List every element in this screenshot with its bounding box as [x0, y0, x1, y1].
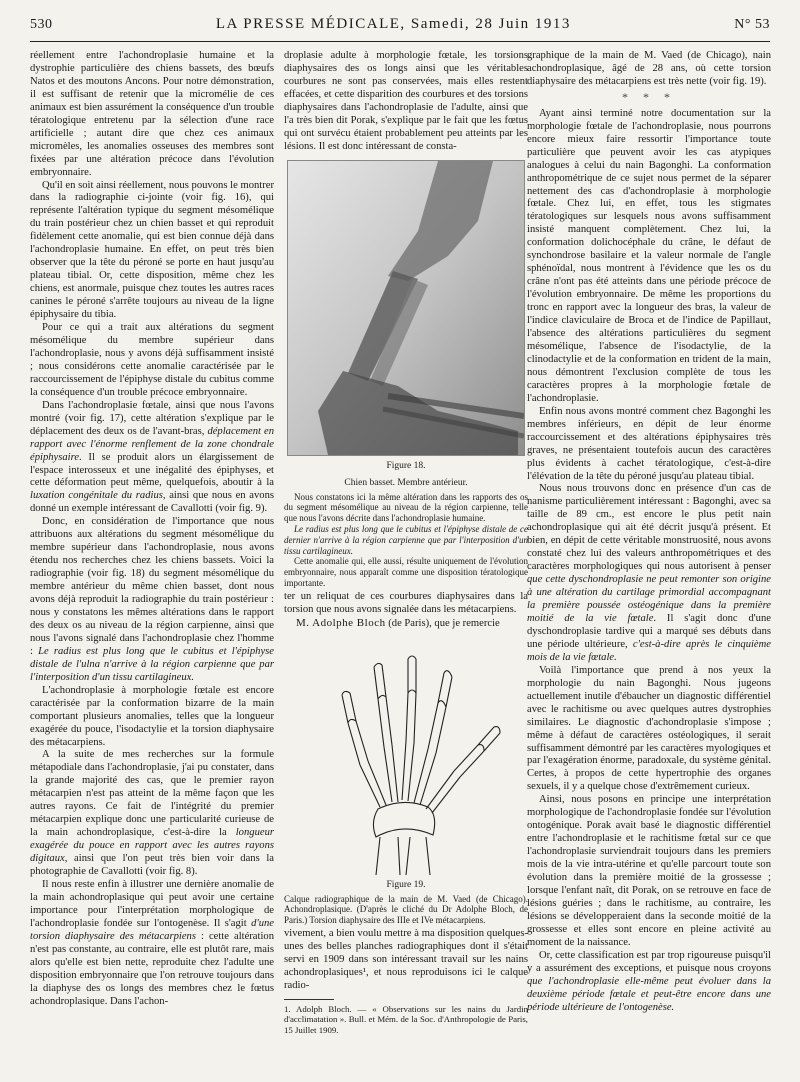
text-run: . Il s'agit donc d'une dyschondroplasie tardive qui a marqué ses débuts dans une période ultérieure,	[527, 612, 771, 650]
paragraph: droplasie adulte à morphologie fœtale, les torsions diaphysaires des os longs ainsi que les véritables courbures ne sont pas conservées, mais elles restent effacées, et cette disparition des courbures et des torsions diaphysaires dans l'achondroplasie de l'adulte, ainsi que l'a très bien dit Porak, s'explique par le fait que les fœtus qui ont survécu étaient probablement peu atteints par les lésions. Il est donc intéressant de consta-	[284, 50, 528, 152]
figure-title: Figure 18.	[386, 460, 426, 471]
legend-line: Nous constatons ici la même altération dans les rapports des os du segment mésomélique au niveau de la région carpienne, telle que nous l'avons décrite dans l'achondroplasie humaine.	[284, 491, 528, 524]
footnote-rule	[284, 999, 334, 1000]
paragraph	[30, 879, 274, 1009]
italic-run: longueur exagérée du pouce en rapport avec les autres rayons digitaux	[30, 827, 274, 865]
paragraph: réellement entre l'achondroplasie humaine et la dystrophie particulière des chiens bassets, des bœufs Natos et des moutons Ancons. Pour notre démonstration, il est suffisant de retenir que la micromélie de ces animaux est bien assurément la conséquence d'un trouble tératologique entretenu par la sélection d'une race artificielle ; autant dire que chez ces animaux micromèles, les anomalies osseuses des membres sont fixées par une altération précoce dans l'évolution embryonnaire.	[30, 50, 274, 178]
paragraph: L'achondroplasie à morphologie fœtale est encore caractérisée par la conformation bizarre de la main comportant plusieurs anomalies, telles que la longueur exagérée du pouce, l'isodactylie et la torsion diaphysaire des métacarpiens.	[30, 684, 274, 748]
section-separator: * * *	[622, 89, 676, 104]
text-run: A la suite de mes recherches sur la formule métapodiale dans l'achondroplasie, j'ai pu constater, dans la grande majorité des cas, que le premier rayon métacarpien n'est pas atteint de la même façon que les autres rayons. Ce fait de l'intégrité du premier métacarpien explique donc une particularité curieuse de la main achondroplasique, c'est-à-dire la	[30, 749, 274, 839]
hand-tracing-drawing	[288, 637, 524, 875]
italic-run: d'une torsion diaphysaire des métacarpiens	[30, 917, 274, 942]
column-middle	[284, 50, 528, 1035]
text-run: : cette altération n'est pas constante, au contraire, elle est plutôt rare, mais alors qu'elle est bien nette, reproduite chez l'adulte une disposition embryonnaire que l'on retrouve toujours dans la diaphyse des os longs des membres chez le fœtus achondroplasique. Dans l'achon-	[30, 930, 274, 1007]
page-header	[30, 16, 770, 38]
column-left	[30, 50, 274, 1009]
text-run: (de Paris), que je remercie	[385, 617, 500, 629]
paragraph: Ayant ainsi terminé notre documentation sur la morphologie fœtale de l'achondroplasie, nous pourrons encore mieux faire ressortir l'importance toute particulière que peuvent avoir les cas atypiques analogues à celui du nain Bagonghi. La conformation anthropométrique de ce sujet nous permet de la séparer nettement des cas d'achondroplasie à morphologie fœtale. Chez lui, en effet, tous les stigmates tératologiques sur lesquels nous avons suffisamment insisté manquent complètement. Chez lui, la conformation dolichocéphale du crâne, le défaut de synchondrose basilaire et la valeur normale de l'angle sphénoïdal, nous montrent à l'évidence que les os du crâne n'ont pas été atteints dans une période précoce de l'évolution embryonnaire. De même les proportions du tronc en rapport avec la longueur des bras, la valeur de l'indice claviculaire de Broca et de l'indice de Papillaut, l'absence des altérations particulières du segment mésomélique, l'absence de l'isodactylie, de la clinodactylie et de la conformation en trident de la main, nous démontrent l'exclusion complète de tous les caractères propres à la morphologie fœtale de l'achondroplasie.	[527, 107, 771, 404]
running-title	[216, 16, 571, 33]
author-name: M. Adolphe Bloch	[296, 616, 386, 629]
journal-name: LA PRESSE MÉDICALE,	[215, 16, 406, 32]
radiograph-drawing	[288, 161, 524, 455]
paragraph: Enfin nous avons montré comment chez Bagonghi les membres inférieurs, en dépit de leur énorme raccourcissement et des altérations épiphysaires très graves, ne présentaient toutefois aucun des caractères plus évidents à cachet tératologique, c'est-à-dire l'élévation de la tête du péroné jusqu'au plateau tibial.	[527, 405, 771, 482]
text-run: , ainsi que l'on peut très bien voir dans la photographie de Cavallotti (voir fig. 8).	[30, 853, 274, 878]
paragraph	[30, 749, 274, 879]
italic-run: que l'achondroplasie elle-même peut évoluer dans la deuxième période fœtale et peut-être encore dans une période ultérieure de l'ontogenèse.	[527, 975, 771, 1013]
italic-run: luxation congénitale du radius	[30, 490, 163, 502]
hand-tracing-image	[288, 637, 524, 875]
paragraph: Pour ce qui a trait aux altérations du segment mésomélique du membre supérieur dans l'achondroplasie, nous y avons déjà suffisamment insisté ; nous considérons cette anomalie caractérisée par le raccourcissement de l'épiphyse distale du cubitus comme la conséquence d'un trouble précoce embryonnaire.	[30, 322, 274, 398]
figure-caption: Chien basset. Membre antérieur.	[344, 477, 468, 488]
figure-caption: Calque radiographique de la main de M. Vaed (de Chicago). Achondroplasique. (D'après le cliché du Dr Adolphe Bloch, de Paris.) Torsion diaphysaire des IIIe et IVe métacarpiens.	[284, 893, 528, 926]
issue-date: Samedi, 28 Juin 1913	[410, 16, 571, 32]
paragraph	[527, 483, 771, 664]
footnote: 1. Adolph Bloch. — « Observations sur les nains du Jardin d'acclimatation ». Bull. et Mém. de la Soc. d'Anthropologie de Paris, 15 Juillet 1909.	[284, 1003, 528, 1035]
text-run: Dans l'achondroplasie fœtale, ainsi que nous l'avons montré (voir fig. 17), cette altération s'explique par le déplacement des deux os de l'avant-bras,	[30, 399, 274, 437]
italic-run: déplacement en rapport avec l'énorme renflement de la zone chondrale épiphysaire	[30, 425, 274, 463]
paragraph	[284, 617, 528, 631]
radiograph-image	[287, 160, 525, 456]
paragraph	[30, 400, 274, 517]
italic-run: c'est-à-dire après le cinquième mois de la vie fœtale.	[527, 638, 771, 663]
text-run: Donc, en considération de l'importance que nous attribuons aux altérations du segment mésomélique du membre supérieur dans l'achondroplasie, nous avons étendu nos recherches chez les chiens bassets. Voici la radiographie (voir fig. 18) du segment mésomélique du membre antérieur du même chien basset, dont nous avons déjà reproduit la radiographie du train postérieur : nous y constatons les mêmes altérations dans le rapport des deux os au niveau de la région carpienne, ainsi que nous l'avons signalé dans l'achondroplasie chez l'homme :	[30, 516, 274, 657]
header-rule	[30, 41, 770, 42]
column-right	[527, 50, 771, 1015]
text-run: Il nous reste enfin à illustrer une dernière anomalie de la main achondroplasique qui peut avoir une certaine importance pour l'interprétation morphologique de l'achondroplasie fondée sur l'ontogenèse. Il s'agit	[30, 879, 274, 929]
figure-19	[284, 637, 528, 926]
paragraph	[30, 516, 274, 684]
figure-18	[284, 160, 528, 589]
text-run: Or, cette classification est par trop rigoureuse puisqu'il y a assurément des exceptions, et puisque nous croyons	[527, 949, 771, 974]
legend-line: Cette anomalie qui, elle aussi, résulte uniquement de l'évolution embryonnaire, nous apparaît comme une disposition tératologique importante.	[284, 556, 528, 588]
text-run: , ainsi que nous en avons donné un exemple intéressant de Cavallotti (voir fig. 9).	[30, 490, 274, 515]
paragraph: vivement, a bien voulu mettre à ma disposition quelques-unes des belles planches radiographiques dont il s'était servi en 1909 dans son intéressant travail sur les nains achondroplasiques¹, et nous reproduisons ici le calque radio-	[284, 927, 528, 991]
issue-number: N° 53	[734, 17, 770, 32]
italic-run: que cette dyschondroplasie ne peut remonter son origine à une altération du cartilage primordial accompagnant la première poussée ostéogénique dans la première moitié de la vie fœtale	[527, 574, 771, 624]
text-run: . Il se produit alors un élargissement de l'espace interosseux et une inégalité des épiphyses, et cette déformation peut même, quelquefois, aboutir à la	[30, 451, 274, 489]
paragraph: graphique de la main de M. Vaed (de Chicago), nain achondroplasique, âgé de 28 ans, où cette torsion diaphysaire des métacarpiens est très nette (voir fig. 19).	[527, 50, 771, 87]
paragraph: ter un reliquat de ces courbures diaphysaires dans la torsion que nous avons signalée dans les métacarpiens.	[284, 590, 528, 615]
paragraph: Qu'il en soit ainsi réellement, nous pouvons le montrer dans la radiographie ci-jointe (voir fig. 16), qui représente l'altération typique du segment mésomélique du train postérieur chez un chien basset et qui reproduit fidèlement cette anomalie, qui est bien connue déjà dans l'achondroplasie humaine. En effet, on peut très bien observer que la tête du péroné se porte en haut jusqu'au plateau tibial. Or, cette disposition, même chez les chiens, est anormale, puisque chez toutes les autres races canines le péroné s'arrête toujours au niveau de la ligne épiphysaire du tibia.	[30, 179, 274, 321]
paragraph: Ainsi, nous posons en principe une interprétation morphologique de l'achondroplasie fondée sur l'évolution ontogénique. Porak avait basé le diagnostic différentiel entre l'achondroplasie et le rachitisme fœtal sur ce que l'achondroplasie surviendrait toujours dans les premiers mois de la vie intra-utérine et qu'elle parcourt toute son évolution dans la première moitié de la grossesse ; lorsque l'enfant naît, dit Porak, on se retrouve en face de lésions guéries ; dans le rachitisme, au contraire, les lésions se développeraient dans la seconde moitié de la grossesse et elles sont encore en pleine activité au moment de la naissance.	[527, 794, 771, 948]
figure-title: Figure 19.	[386, 879, 426, 890]
paragraph	[527, 950, 771, 1015]
figure-legend	[284, 492, 528, 589]
legend-line	[284, 524, 528, 556]
italic-run: Le radius est plus long que le cubitus et l'épiphyse distale de ce dernier n'arrive à la région carpienne que par l'interposition d'un tissu cartilagineux.	[284, 523, 528, 556]
text-run: Nous nous trouvons donc en présence d'un cas de nanisme particulièrement intéressant : Bagonghi, avec sa taille de 89 cm., est encore le plus petit nain achondroplasique qui ait été décrit jusqu'à présent. Et bien, en dépit de cette véritable monstruosité, nous avons constaté chez lui des valeurs anthropométriques et des caractères morphologiques qui nous autorisent à penser	[527, 483, 771, 573]
paragraph: Voilà l'importance que prend à nos yeux la morphologie du nain Bagonghi. Nous jugeons actuellement inutile d'ébaucher un diagnostic différentiel avec le rachitisme ou avec quelques autres dystrophies similaires. Le diagnostic d'achondroplasie s'impose ; même à défaut de caractères ostéologiques, il serait suffisamment démontré par les caractères myologiques et par l'exagération énorme, paradoxale, du système génital. Certes, à propos de cette hypertrophie des organes sexuels, il y a quelque chose d'extrêmement curieux.	[527, 664, 771, 793]
page-number: 530	[30, 17, 53, 32]
italic-run: Le radius est plus long que le cubitus et l'épiphyse distale de l'ulna n'arrive à la région carpienne que par l'interposition d'un tissu cartilagineux.	[30, 645, 274, 683]
